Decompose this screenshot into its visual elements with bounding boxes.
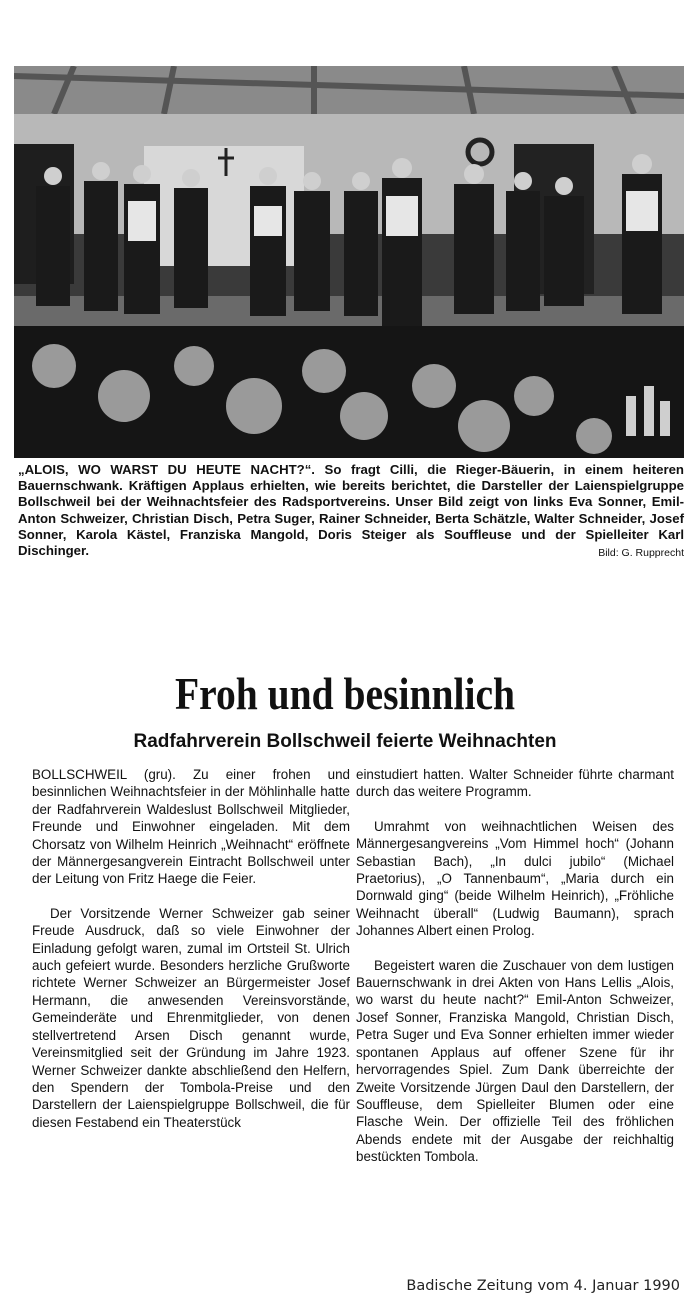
article-paragraph: BOLLSCHWEIL (gru). Zu einer frohen und besinnlichen Weihnachtsfeier in der Möhlinhalle hatte der Radfahrverein Waldeslust Bollschweil Mitglieder, Freunde und Einwohner eingeladen. Mit dem Chorsatz von Wilhelm Heinrich „Weihnacht“ eröffnete der Männergesangverein Eintracht Bollschweil unter der Leitung von Fritz Haege die Feier. [32, 767, 350, 887]
caption-lead: „ALOIS, WO WARST DU HEUTE NACHT?“. [18, 462, 315, 477]
stage-photo-icon [14, 66, 684, 458]
article-column-left [32, 766, 350, 1148]
photo-caption [18, 462, 684, 561]
source-note: Badische Zeitung vom 4. Januar 1990 [406, 1278, 680, 1294]
stage-photo [14, 66, 684, 458]
caption-text: So fragt Cilli, die Rieger-Bäuerin, in einem heiteren Bauernschwank. Kräftigen Applaus erhielten, wie bereits berichtet, die Darsteller der Laienspielgruppe Bollschweil bei der Weihnachtsfeier des Radsportvereins. Unser Bild zeigt von links Eva Sonner, Emil-Anton Schweizer, Christian Disch, Petra Suger, Rainer Schneider, Berta Schätzle, Walter Schneider, Josef Sonner, Karola Kästel, Franziska Mangold, Doris Steiger als Souffleuse und der Spielleiter Karl Dischinger. [18, 462, 684, 559]
article-column-right [356, 766, 674, 1183]
article-paragraph: einstudiert hatten. Walter Schneider führte charmant durch das weitere Programm. [356, 767, 674, 800]
article-subheadline: Radfahrverein Bollschweil feierte Weihnachten [133, 731, 557, 752]
article-headline: Froh und besinnlich [174, 668, 516, 719]
article-paragraph: Der Vorsitzende Werner Schweizer gab seiner Freude Ausdruck, daß so viele Einwohner der Einladung gefolgt waren, zumal im Ortsteil St. Ulrich auch gefeiert wurde. Besonders herzliche Grußworte richtete Werner Schweizer an Bürgermeister Josef Hermann, die anwesenden Vereinsvorstände, Gemeinderäte und Ehrenmitglieder, von denen stellvertretend Arsen Disch genannt wurde, Vereinsmitglied seit der Gründung im Jahre 1923. Werner Schweizer dankte abschließend den Helfern, den Spendern der Tombola-Preise und den Darstellern der Laienspielgruppe Bollschweil, die für diesen Festabend ein Theaterstück [32, 905, 350, 1130]
article-paragraph: Begeistert waren die Zuschauer von dem lustigen Bauernschwank in drei Akten von Hans Lellis „Alois, wo warst du heute nacht?“ Emil-Anton Schweizer, Josef Sonner, Franziska Mangold, Christian Disch, Petra Suger und Eva Sonner erhielten immer wieder spontanen Applaus auf offener Szene für ihr hervorragendes Spiel. Zum Dank überreichte der Zweite Vorsitzende Jürgen Daul den Darstellern, der Souffleuse, dem Spielleiter Blumen oder eine Flasche Wein. Der offizielle Teil des fröhlichen Abends endete mit der Ausgabe der reichhaltig bestückten Tombola. [356, 957, 674, 1165]
photo-credit: Bild: G. Rupprecht [598, 547, 684, 560]
article-paragraph: Umrahmt von weihnachtlichen Weisen des Männergesangvereins „Vom Himmel hoch“ (Johann Sebastian Bach), „In dulci jubilo“ (Michael Praetorius), „O Tannenbaum“, „Maria durch ein Dornwald ging“ (beide Wilhelm Heinrich), „Fröhliche Weihnacht überall“ (Ludwig Baumann), sprach Johannes Albert einen Prolog. [356, 818, 674, 939]
